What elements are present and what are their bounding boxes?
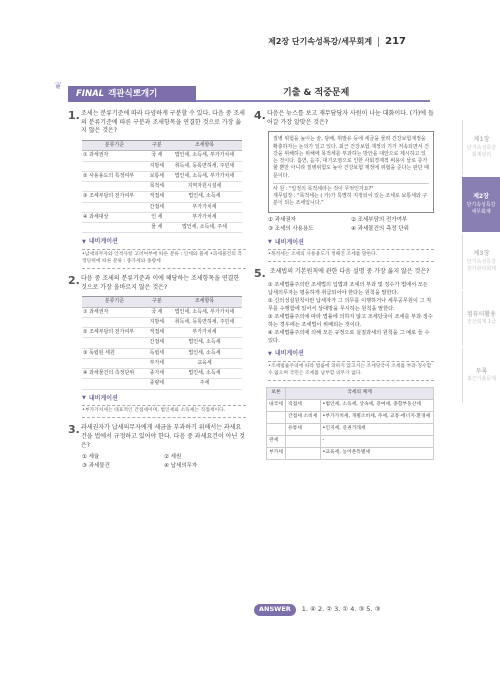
option[interactable]: ③ 조세의 사용용도	[268, 225, 314, 232]
section-header	[68, 86, 430, 102]
option[interactable]: ① 과세권자	[268, 216, 296, 223]
sidebar-tab-2[interactable]: 제2장 단기속성특강 세무회계	[462, 177, 500, 232]
sidebar-tab-3[interactable]: 제3장 단기속성특강 원가관리회계	[462, 234, 500, 289]
question-number: 3.	[68, 423, 80, 437]
question-text: 조세는 분류기준에 따라 다양하게 구분할 수 있다. 다음 중 조세의 분류기준에 따른 구분과 조세항목을 연결한 것으로 가장 옳지 않은 것은?	[81, 110, 245, 135]
question-number: 4.	[254, 109, 266, 122]
question-1	[68, 110, 246, 269]
question-text: 다음은 뉴스를 보고 재무담당자 사원이 나눈 대화이다. (가)에 들어갈 가장 알맞은 것은?	[267, 110, 434, 126]
tip-heading: ▼ 내비게이션	[82, 394, 118, 402]
header-divider	[378, 37, 379, 47]
tip-body: •부가가치세는 대표적인 간접세이며, 법인세와 소득세는 직접세이다.	[82, 405, 246, 418]
answer-badge: ANSWER	[254, 604, 296, 615]
option[interactable]: ④ 납세의무자	[164, 463, 198, 470]
sidebar-tab-5[interactable]: 부록 최근기출문제	[462, 348, 500, 403]
sidebar-tab-4[interactable]: 컴퓨터활용 전산회계 1급	[462, 291, 500, 346]
tip-heading: ▼ 내비게이션	[82, 238, 118, 246]
final-tag: FINAL 객관식뽀개기	[68, 86, 196, 102]
tip-body: •납세의무자와 인적사항 고려여부에 따른 분류 : 인세와 물세 •과세물건의 측정단위에 따른 분류 : 종가세와 종량세	[82, 249, 246, 269]
table-title: 국세의 체계	[286, 388, 434, 400]
option[interactable]: ② 세원	[164, 454, 182, 461]
question-4-options	[268, 217, 434, 234]
tip-heading: ▼ 내비게이션	[268, 238, 304, 246]
news-box	[268, 131, 434, 212]
section-title: 기출 & 적중문제	[283, 88, 350, 98]
question-1-table: 분류기준 구분 조세항목 ① 과세권자 국 세 법인세, 소득세, 부가가치세 지방세 취득세, 등록면허세, 주민세 ② 사용용도의 특정여부 보통세 법인세, 소득세, 부가가치세 목적세 지역자원시설세 ③ 조세부담의 전가여부 직접세 법인세, 소득세 간접세 부가가치세 ④ 과세대상 인 세 부가가치세 물 세 법인세, 소득세, 주세	[82, 140, 242, 233]
question-3	[68, 424, 246, 471]
option[interactable]: ④ 과세물건의 측정 단위	[351, 225, 409, 232]
question-number: 5.	[254, 267, 266, 281]
table-label: 보론	[267, 388, 286, 400]
option[interactable]: ④ 조세법률주의에 의해 모든 규정으로 실질과세의 원칙을 그 예로 들 수 있다.	[268, 330, 430, 344]
triangle-icon: ▼	[268, 351, 272, 358]
option[interactable]: ① 조세법률주의란 조세법의 입법과 조세의 부과 및 징수가 법에서 모든 납세의무자는 평등하게 취급되어야 한다는 원칙을 말한다.	[268, 282, 428, 296]
question-5	[254, 268, 434, 381]
chapter-sidebar	[462, 120, 500, 500]
tip-heading: ▼ 내비게이션	[268, 350, 304, 358]
tip-body: •목적세는 조세의 사용용도가 정해진 조세를 말한다.	[268, 249, 434, 262]
question-3-options	[82, 454, 246, 471]
question-2-table: 분류기준 구분 조세항목 ① 과세권자 국 세 법인세, 소득세, 부가가치세 지방세 취득세, 등록면허세, 주민세 ② 조세부담의 전가여부 직접세 부가가치세 간접세 법인세, 소득세 ③ 독립된 세원 독립세 법인세, 소득세 부가세 교육세 ④ 과세물건의 측정단위 종가세 법인세, 소득세 종량세 주세	[82, 296, 242, 389]
option[interactable]: ① 세율	[82, 454, 100, 461]
right-column	[254, 110, 434, 460]
triangle-icon: ▼	[268, 239, 272, 246]
sidebar-tab-1[interactable]: 제1장 단기속성특강 회계원리	[462, 120, 500, 175]
tip-body: •조세법률주의에 따라 법률에 의하지 않고서는 조세당국이 조세를 부과·징수할 수 없으며 국민은 조세를 납부할 의무가 없다.	[268, 361, 434, 381]
page-number: 217	[385, 35, 406, 47]
question-number: 2.	[68, 273, 80, 287]
question-2	[68, 275, 246, 418]
leaf-icon: ❦	[54, 81, 63, 92]
dialog: 사 원 : "일정의 목적세라는 것이 무엇인가요?" 재무팀장 : "목적세는 ( 가)가 특별히 지정되어 있는 조세로 보통세와 구분이 되는 조세입니다."	[273, 183, 429, 208]
option[interactable]: ③ 조세법률주의에 따라 법률에 의하지 않고 조세당국이 조세를 부과·징수하는 경우에는 조세법이 위배되는 것이다.	[268, 314, 433, 328]
news-text: 질병 위험을 높이는 술, 담배, 휘발유 등에 세금을 물려 건강보험재정을 확충하자는 논의가 일고 있다. 최근 건강보험 재정의 기가 저속되면서 건강을 위해하는 위해에 목적세를 부과하는 방안을 대안으로 제시하고 있는 것이다. 흡연, 음주, 대기오염으로 인한 사회경제적 비용이 날로 증가할 뿐만 아니라 질병위험도 높아 건강보험 재정에 위협을 준다는 판단 때문이다.	[273, 136, 429, 179]
answer-items: 1. ④ 2. ② 3. ① 4. ③ 5. ③	[301, 605, 381, 614]
question-text: 다음 중 조세의 분류기준과 이에 해당하는 조세항목을 연결한 것으로 가장 올바르지 않은 것은?	[81, 274, 240, 291]
question-4	[254, 110, 434, 262]
triangle-icon: ▼	[82, 239, 86, 246]
option[interactable]: ② 신의성실원칙이란 납세자가 그 의무를 이행하거나 세무공무원이 그 직무를 수행함에 있어서 상대방을 무시하는 원칙을 말한다.	[268, 298, 432, 312]
left-column	[68, 110, 246, 477]
tax-system-table: 보론 국세의 체계 내국세 직접세 •법인세, 소득세, 상속세, 증여세, 종합부동산세 간접세 소비세 •부가가치세, 개별소비세, 주세, 교통·에너지·환경세 유통세 •인지세, 증권거래세 관세 - 부가세 •교육세, 농어촌특별세	[266, 387, 434, 460]
header-rule	[196, 100, 430, 102]
answer-bar	[254, 604, 454, 616]
chapter-title: 제2장 단기속성특강/세무회계	[268, 37, 373, 47]
page-header	[0, 30, 430, 54]
question-text: 과세권자가 납세의무자에게 세금을 부과하기 위해서는 과세요건을 법에서 규정하고 있어야 한다. 다음 중 과세요건이 아닌 것은?	[81, 424, 245, 449]
question-text: 조세법의 기본원칙에 관한 다음 설명 중 가장 옳지 않은 것은?	[269, 268, 430, 276]
triangle-icon: ▼	[82, 395, 86, 402]
option[interactable]: ② 조세부담의 전가여부	[351, 216, 408, 223]
question-number: 1.	[68, 109, 80, 122]
option[interactable]: ③ 과세물건	[82, 463, 110, 470]
question-5-options	[268, 282, 434, 345]
